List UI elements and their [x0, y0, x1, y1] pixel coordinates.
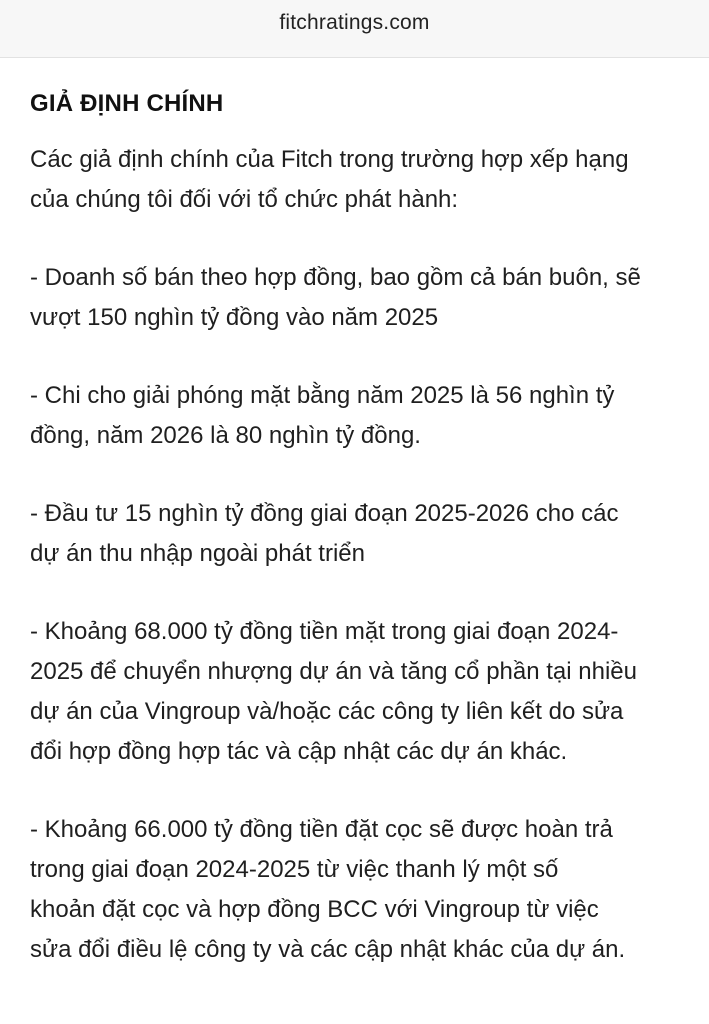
assumption-item-5: - Khoảng 66.000 tỷ đồng tiền đặt cọc sẽ được hoàn trả trong giai đoạn 2024-2025 từ việc thanh lý một số khoản đặt cọc và hợp đồng BCC với Vingroup từ việc sửa đổi điều lệ công ty và các cập nhật khác của dự án. — [30, 816, 626, 963]
intro-paragraph: Các giả định chính của Fitch trong trường hợp xếp hạng của chúng tôi đối với tổ chức phát hành: — [30, 146, 629, 213]
assumption-item-2: - Chi cho giải phóng mặt bằng năm 2025 là 56 nghìn tỷ đồng, năm 2026 là 80 nghìn tỷ đồng. — [30, 382, 615, 449]
address-bar[interactable] — [0, 0, 709, 58]
url-text[interactable]: fitchratings.com — [279, 10, 430, 34]
assumption-item-3: - Đầu tư 15 nghìn tỷ đồng giai đoạn 2025-2026 cho các dự án thu nhập ngoài phát triển — [30, 500, 619, 567]
assumption-item-1: - Doanh số bán theo hợp đồng, bao gồm cả bán buôn, sẽ vượt 150 nghìn tỷ đồng vào năm 2025 — [30, 264, 641, 331]
article-content — [30, 84, 690, 970]
section-heading: GIẢ ĐỊNH CHÍNH — [30, 90, 224, 117]
assumption-item-4: - Khoảng 68.000 tỷ đồng tiền mặt trong giai đoạn 2024- 2025 để chuyển nhượng dự án và tăng cổ phần tại nhiều dự án của Vingroup và/hoặc các công ty liên kết do sửa đổi hợp đồng hợp tác và cập nhật các dự án khác. — [30, 618, 637, 765]
